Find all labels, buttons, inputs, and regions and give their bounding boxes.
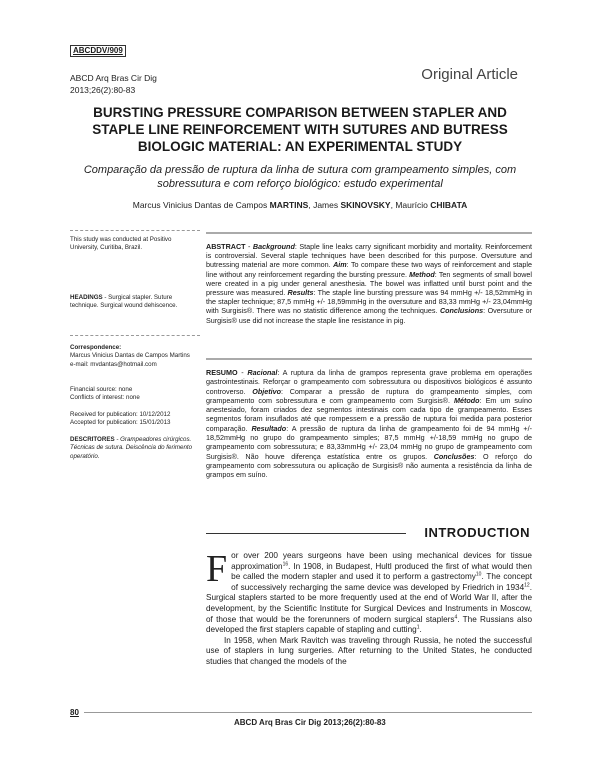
reference-marker: 1 (416, 624, 420, 631)
intro-text: . The Russians also developed the first staplers capable of stapling and cutting (206, 614, 532, 635)
author-3-family: CHIBATA (430, 200, 468, 210)
correspondence-email: e-mail: mvdantas@hotmail.com (70, 360, 157, 368)
journal-name: ABCD Arq Bras Cir Dig (70, 73, 157, 83)
abstract-results-label: Results (287, 288, 314, 298)
descritores-text: - Grampeadores cirúrgicos. Técnicas de sutura. Deiscência do ferimento operatório. (70, 436, 193, 460)
correspondence-label: Correspondence: (70, 344, 122, 351)
abstract-method: : Ten segments of small bowel were created in a pig under general anesthesia. The bowel was inflatted until burst point and the pressure was measured. (206, 269, 533, 298)
reference-marker: 16 (282, 560, 289, 567)
resumo-label: RESUMO (206, 368, 238, 377)
resumo: RESUMO - Racional: A ruptura da linha de grampos representa grave problema em operações gastrointestinais. Reforçar o grampeamento com sobressutura ou dispositivos biológicos é assunto controverso. Objetivo: Comparar a pressão de ruptura do grampeamento simples, com grampeamento com sobressutura e com grampeamento com Surgisis®. Método: Em um suíno anestesiado, foram criados dez segmentos intestinais com cada tipo de grampeamento. Esses segmentos foram insuflados até que rompessem e a pressão de ruptura foi medida para posterior comparação. Resultado: A pressão de ruptura da linha de grampeamento foi de 94 mmHg +/- 18,52mmHg no grupo do grampeamento simples; 87,5 mmHg +/-18,59 mmHg no grupo de grampeamento com sobressutura; e 83,33mmHg +/- 23,04 mmHg no grupo de grampeamento com Surgisis®. Não houve diferença estatística entre os grupos. Conclusões: O reforço do grampeamento com sobressutura ou aplicação de Surgisis® não aumenta a resistência da linha de grampos em suíno. (206, 368, 532, 480)
headings-text: - Surgical stapler. Suture technique. Surgical wound dehiscence. (70, 294, 178, 310)
sidebar-correspondence (70, 344, 200, 369)
article-subtitle: Comparação da pressão de ruptura da linha de sutura com grampeamento simples, com sobressutura e com reforço biológico: estudo experimental (83, 164, 517, 190)
section-type: Original Article (421, 66, 518, 83)
reference-marker: 10 (475, 571, 482, 578)
author-list: Marcus Vinicius Dantas de Campos MARTINS, James SKINOVSKY, Maurício CHIBATA (132, 200, 468, 210)
abstract-top-rule (206, 232, 532, 234)
resumo-top-rule (206, 358, 532, 360)
abstract-aim-label: Aim (333, 260, 347, 270)
author-1-family: MARTINS (269, 200, 309, 210)
resumo-conclusoes-label: Conclusões (433, 451, 475, 461)
abstract-background: : Staple line leaks carry significant morbidity and mortality. Reinforcement is controversial. Several staple techniques have been described for this purpose. Oversuture and butressing material are more common. (206, 242, 532, 270)
sidebar-divider (70, 335, 200, 336)
sidebar-divider (70, 230, 200, 231)
resumo-metodo-label: Método (454, 395, 480, 405)
sidebar-disclosures (70, 386, 200, 403)
resumo-resultado: : A pressão de ruptura da linha de grampeamento foi de 94 mmHg +/- 18,52mmHg no grupo do grampeamento simples; 87,5 mmHg +/-18,59 mmHg no grupo de grampeamento com sobressutura; e 83,33mmHg +/- 23,04 mmHg no grupo de grampeamento com Surgisis®. Não houve diferença estatística entre os grupos. (206, 423, 532, 461)
reference-marker: 12 (524, 582, 530, 589)
resumo-racional: : A ruptura da linha de grampos representa grave problema em operações gastrointestinais. Reforçar o grampeamento com sobressutura ou dispositivos biológicos é assunto controverso. (206, 368, 532, 396)
author-2-given: James (313, 200, 339, 210)
abstract-conclusions: : Oversuture or Surgisis® use did not increase the staple line resistance in pig. (206, 306, 532, 325)
author-3-given: Maurício (395, 200, 428, 210)
abstract-label: ABSTRACT (206, 242, 246, 251)
resumo-objetivo-label: Objetivo (252, 386, 282, 396)
introduction-heading: INTRODUCTION (424, 525, 530, 540)
footer-rule (84, 712, 532, 713)
article-title: BURSTING PRESSURE COMPARISON BETWEEN STAPLER AND STAPLE LINE REINFORCEMENT WITH SUTURES AND BUTRESS BIOLOGIC MATERIAL: AN EXPERIMENTAL STUDY (92, 105, 508, 154)
author-1-given: Marcus Vinicius Dantas de Campos (132, 200, 268, 210)
intro-text: . The concept of successively recharging the same device was developed by Friedrich in 1934 (231, 572, 532, 592)
reference-code: ABCDDV/909 (70, 45, 126, 57)
dropcap: F (206, 548, 228, 590)
abstract: ABSTRACT - Background: Staple line leaks carry significant morbidity and mortality. Reinforcement is controversial. Several staple techniques have been described for this purpose. Oversuture and butressing material are more common. Aim: To compare these two ways of reinforcement and staple line without any reinforcement regarding the bursting pressure. Method: Ten segments of small bowel were created in a pig under general anesthesia. The bowel was inflatted until burst point and the pressure was measured. Results: The staple line bursting pressure was 94 mmHg +/- 18,52mmHg in the stapler technique; 87,5 mmHg +/- 18,59mmHg in the oversuture and 83,33 mmHg +/- 23,04mmHg with Surgisis®. There was no statistic difference among the techniques. Conclusions: Oversuture or Surgisis® use did not increase the staple line resistance in pig. (206, 242, 533, 325)
received-date: Received for publication: 10/12/2012 (70, 411, 171, 418)
intro-text: . Surgical staplers started to be more frequently used at the end of World War II, after the development, by the Scientific Institute for Surgical Devices and Instruments in Moscow, of those that would be the forerunners of modern surgical staplers (206, 582, 532, 624)
financial-source: Financial source: none (70, 386, 133, 393)
author-2-family: SKINOVSKY (340, 200, 391, 210)
resumo-conclusoes: : O reforço do grampeamento com sobressutura ou aplicação de Surgisis® não aumenta a resistência da linha de grampos em suíno. (206, 451, 532, 480)
descritores-label: DESCRITORES (70, 436, 115, 443)
sidebar-descritores (70, 436, 200, 461)
accepted-date: Accepted for publication: 15/01/2013 (70, 419, 171, 427)
journal-volume: 2013;26(2):80-83 (70, 85, 136, 95)
resumo-racional-label: Racional (247, 368, 278, 377)
conflicts-of-interest: Conflicts of interest: none (70, 394, 140, 402)
intro-text: . (419, 625, 422, 635)
abstract-aim: : To compare these two ways of reinforcement and staple line without any reinforcement regarding the bursting pressure. (206, 260, 532, 279)
correspondence-name: Marcus Vinicius Dantas de Campos Martins (70, 352, 190, 360)
intro-text: . In 1908, in Budapest, Hultl produced the first of what would then be called the modern stapler and used it to perform a gastrectomy (231, 561, 532, 582)
resumo-metodo: : Em um suíno anestesiado, foram criados dez segmentos intestinais com cada tipo de grampeamento. Esses segmentos foram insuflados até que rompessem e a pressão de ruptura foi medida para posterior comparação. (206, 395, 532, 433)
sidebar-dates (70, 411, 200, 428)
abstract-method-label: Method (409, 269, 435, 279)
resumo-resultado-label: Resultado (251, 423, 287, 433)
abstract-results: : The staple line bursting pressure was 94 mmHg +/- 18,52mmHg in the stapler technique; 87,5 mmHg +/- 18,59mmHg in the oversuture and 83,33 mmHg +/- 23,04mmHg with Surgisis®. There was no statistic difference among the techniques. (206, 288, 532, 316)
introduction-paragraph-1 (206, 548, 532, 636)
journal-info (70, 72, 157, 96)
intro-text: or over 200 years surgeons have been using mechanical devices for tissue approximation (231, 551, 532, 571)
reference-marker: 4 (454, 613, 458, 620)
abstract-conclusions-label: Conclusions (439, 306, 484, 316)
page-number: 80 (70, 708, 79, 717)
introduction-paragraph-2: In 1958, when Mark Ravitch was traveling through Russia, he noted the successful use of staplers in lung surgeries. After returning to the United States, he conducted studies that changed the models of the (206, 635, 532, 666)
sidebar-affiliation: This study was conducted at Positivo University, Curitiba, Brazil. (70, 236, 172, 252)
introduction-body (206, 548, 532, 668)
sidebar-headings (70, 294, 200, 311)
introduction-rule (206, 533, 406, 534)
abstract-background-label: Background (252, 242, 295, 251)
footer-citation: ABCD Arq Bras Cir Dig 2013;26(2):80-83 (234, 718, 386, 727)
resumo-objetivo: : Comparar a pressão de ruptura do grampeamento simples, com grampeamento com sobressutura e com grampeamento com Surgisis®. (206, 386, 532, 405)
headings-label: HEADINGS (70, 294, 103, 301)
